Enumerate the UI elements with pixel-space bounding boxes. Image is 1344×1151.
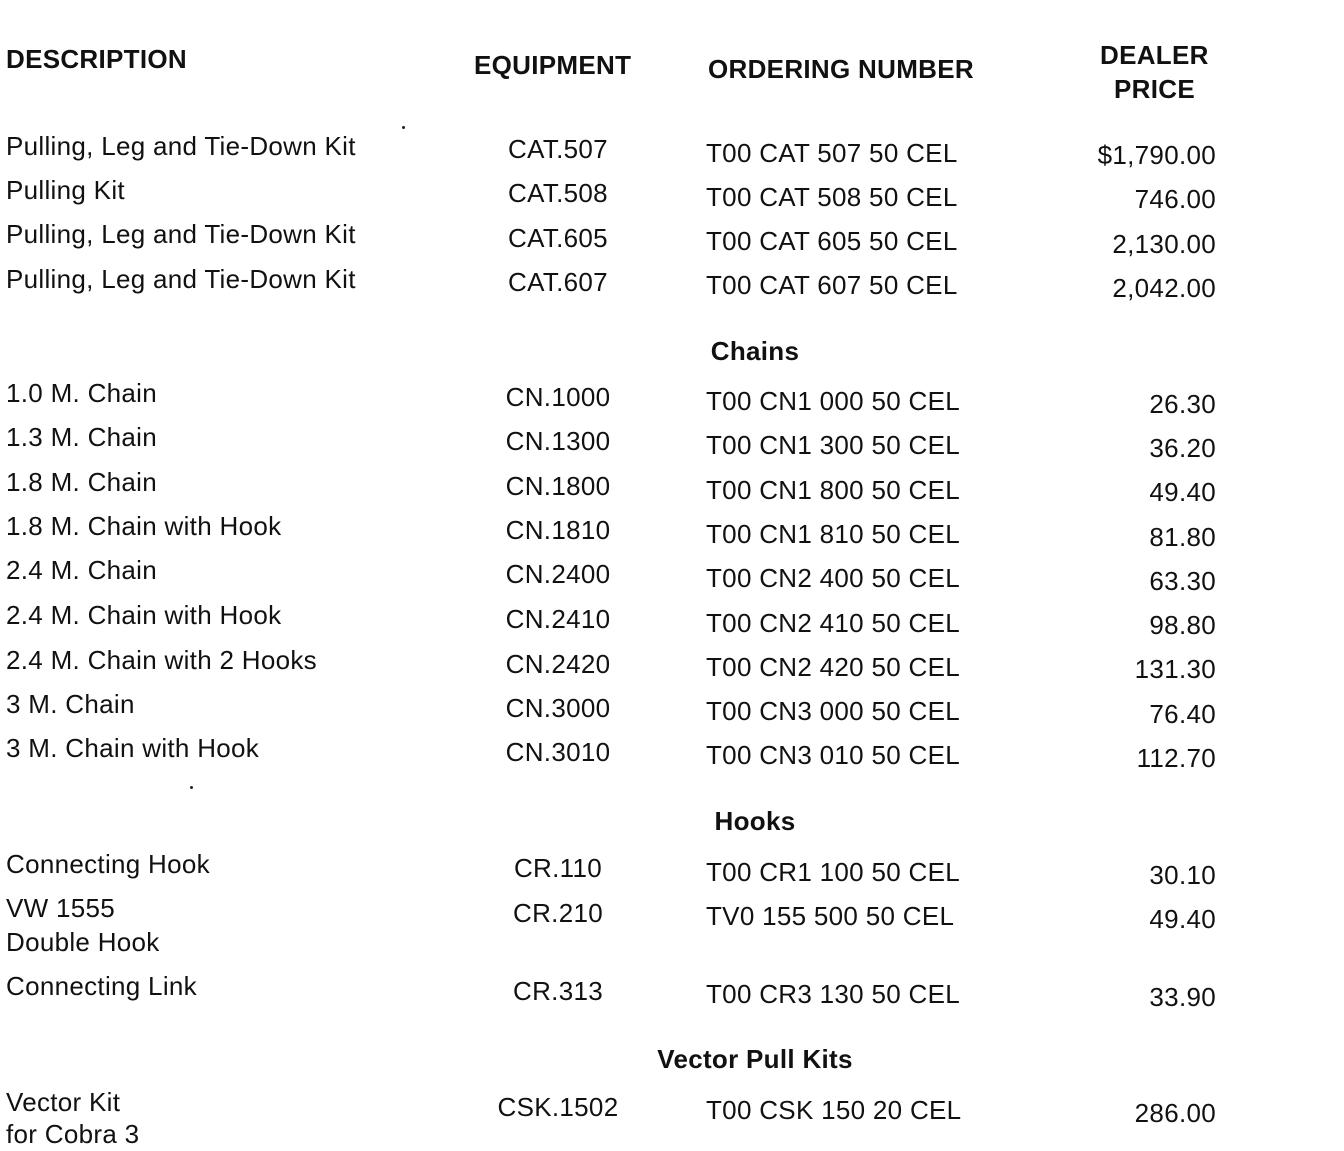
chain-description: 2.4 M. Chain with Hook (6, 600, 282, 630)
hook-ordering-number: T00 CR1 100 50 CEL (706, 857, 960, 887)
chain-price: 63.30 (1149, 566, 1216, 596)
kit-equipment: CAT.508 (508, 178, 608, 208)
kit-ordering-number: T00 CAT 607 50 CEL (706, 270, 958, 300)
hook-equipment: CR.110 (513, 853, 603, 883)
chain-price: 81.80 (1149, 522, 1216, 552)
header-description: DESCRIPTION (6, 44, 187, 74)
chain-price: 98.80 (1149, 610, 1216, 640)
chain-ordering-number: T00 CN3 000 50 CEL (706, 696, 960, 726)
chain-ordering-number: T00 CN2 400 50 CEL (706, 563, 960, 593)
chain-ordering-number: T00 CN1 800 50 CEL (706, 475, 960, 505)
chain-price: 131.30 (1134, 654, 1216, 684)
hook-price: 49.40 (1149, 904, 1216, 934)
chain-description: 1.3 M. Chain (6, 422, 158, 452)
chain-description: 1.0 M. Chain (6, 378, 158, 408)
chain-equipment: CN.1810 (505, 515, 611, 545)
chain-description: 1.8 M. Chain with Hook (6, 511, 282, 541)
chain-price: 49.40 (1149, 477, 1216, 507)
header-dealer-price-line2: PRICE (1114, 74, 1195, 104)
chain-equipment: CN.2410 (505, 604, 611, 634)
vector-description-line2: for Cobra 3 (6, 1119, 140, 1149)
section-title-vector-pull-kits: Vector Pull Kits (657, 1044, 853, 1074)
chain-description: 3 M. Chain with Hook (6, 733, 260, 763)
chain-description: 3 M. Chain (6, 689, 135, 719)
chain-ordering-number: T00 CN3 010 50 CEL (706, 740, 960, 770)
chain-equipment: CN.3000 (505, 693, 611, 723)
hook-description: Connecting Hook (6, 849, 210, 879)
chain-price: 112.70 (1136, 743, 1216, 773)
scan-speck (190, 786, 193, 789)
kit-price: 2,130.00 (1112, 229, 1216, 259)
kit-equipment: CAT.607 (508, 267, 608, 297)
chain-equipment: CN.1300 (505, 426, 611, 456)
chain-ordering-number: T00 CN1 300 50 CEL (706, 430, 960, 460)
hook-equipment: CR.210 (513, 898, 603, 928)
kit-equipment: CAT.605 (508, 223, 608, 253)
section-title-hooks: Hooks (714, 806, 796, 836)
chain-description: 2.4 M. Chain (6, 555, 158, 585)
scan-speck (402, 126, 405, 129)
kit-price: 2,042.00 (1112, 273, 1216, 303)
kit-ordering-number: T00 CAT 508 50 CEL (706, 182, 958, 212)
kit-price: 746.00 (1134, 184, 1216, 214)
kit-ordering-number: T00 CAT 507 50 CEL (706, 138, 958, 168)
chain-equipment: CN.3010 (505, 737, 611, 767)
chain-equipment: CN.1000 (505, 382, 611, 412)
header-dealer-price-line1: DEALER (1100, 40, 1209, 70)
chain-description: 2.4 M. Chain with 2 Hooks (6, 645, 317, 675)
header-ordering-number: ORDERING NUMBER (708, 54, 974, 84)
hook-equipment: CR.313 (513, 976, 603, 1006)
chain-equipment: CN.2420 (505, 649, 611, 679)
kit-description: Pulling, Leg and Tie-Down Kit (6, 131, 356, 161)
vector-description: Vector Kit (6, 1087, 121, 1117)
chain-ordering-number: T00 CN2 410 50 CEL (706, 608, 960, 638)
chain-price: 26.30 (1149, 389, 1216, 419)
hook-description: Connecting Link (6, 971, 197, 1001)
hook-description: VW 1555 (6, 893, 116, 923)
kit-description: Pulling, Leg and Tie-Down Kit (6, 219, 356, 249)
kit-price: $1,790.00 (1097, 140, 1216, 170)
vector-equipment: CSK.1502 (497, 1092, 619, 1122)
chain-ordering-number: T00 CN2 420 50 CEL (706, 652, 960, 682)
chain-ordering-number: T00 CN1 810 50 CEL (706, 519, 960, 549)
vector-ordering-number: T00 CSK 150 20 CEL (706, 1095, 962, 1125)
hook-description-line2: Double Hook (6, 927, 160, 957)
hook-ordering-number: TV0 155 500 50 CEL (706, 901, 955, 931)
hook-ordering-number: T00 CR3 130 50 CEL (706, 979, 960, 1009)
kit-description: Pulling, Leg and Tie-Down Kit (6, 264, 356, 294)
chain-equipment: CN.2400 (505, 559, 611, 589)
chain-price: 76.40 (1149, 699, 1216, 729)
vector-price: 286.00 (1134, 1098, 1216, 1128)
header-equipment: EQUIPMENT (474, 50, 632, 80)
kit-equipment: CAT.507 (508, 134, 608, 164)
hook-price: 30.10 (1149, 860, 1216, 890)
kit-description: Pulling Kit (6, 175, 125, 205)
hook-price: 33.90 (1149, 982, 1216, 1012)
chain-price: 36.20 (1149, 433, 1216, 463)
chain-description: 1.8 M. Chain (6, 467, 158, 497)
chain-equipment: CN.1800 (505, 471, 611, 501)
section-title-chains: Chains (710, 336, 800, 366)
kit-ordering-number: T00 CAT 605 50 CEL (706, 226, 958, 256)
chain-ordering-number: T00 CN1 000 50 CEL (706, 386, 960, 416)
